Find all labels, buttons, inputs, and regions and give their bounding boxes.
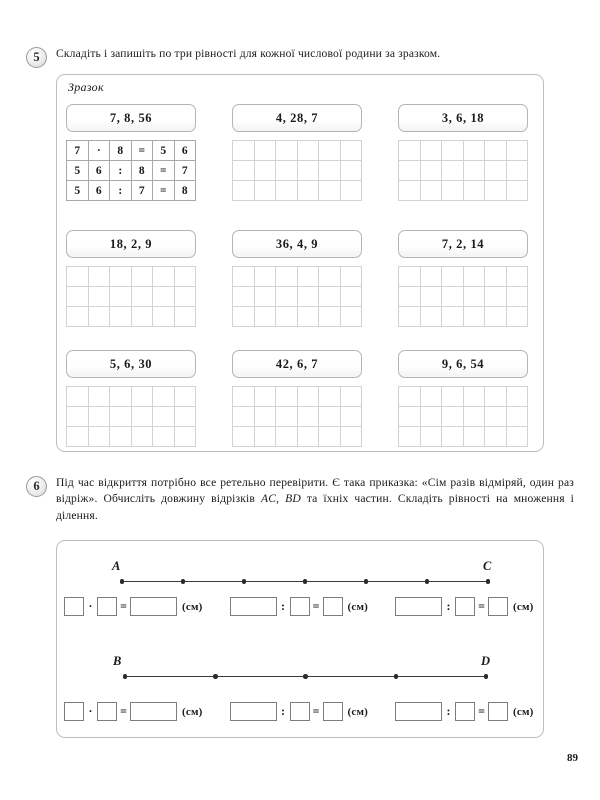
grid-cell[interactable] [233,267,255,287]
number-family-grid[interactable] [66,386,196,447]
table-row[interactable] [399,181,528,201]
grid-cell[interactable]: 5 [67,181,89,201]
grid-cell[interactable] [399,161,421,181]
grid-cell[interactable] [340,141,362,161]
grid-cell[interactable] [174,387,196,407]
grid-cell[interactable] [506,427,528,447]
grid-cell[interactable] [420,307,442,327]
task-5-number-badge: 5 [26,47,47,68]
grid-cell[interactable] [297,387,319,407]
grid-cell[interactable] [463,427,485,447]
table-row[interactable] [399,141,528,161]
grid-cell[interactable] [442,407,464,427]
grid-cell[interactable] [399,287,421,307]
number-family-block [398,350,528,447]
grid-cell[interactable] [420,161,442,181]
grid-cell[interactable] [254,287,276,307]
table-row[interactable] [67,267,196,287]
task-5-header [26,46,574,68]
answer-box[interactable] [130,597,177,616]
grid-cell[interactable] [485,307,507,327]
grid-cell[interactable] [319,287,341,307]
number-family-label: 9, 6, 54 [398,350,528,378]
number-family-grid[interactable] [232,386,362,447]
grid-cell[interactable] [174,267,196,287]
grid-cell[interactable] [67,387,89,407]
grid-cell[interactable] [297,427,319,447]
equation-group-multiply [64,597,203,616]
grid-cell[interactable] [340,427,362,447]
grid-cell[interactable] [254,427,276,447]
table-row[interactable] [67,427,196,447]
answer-box[interactable] [488,597,508,616]
answer-box[interactable] [323,702,343,721]
page-number: 89 [567,752,578,764]
table-row[interactable] [67,307,196,327]
grid-cell[interactable]: 5 [153,141,175,161]
grid-cell[interactable] [485,181,507,201]
number-family-block [66,350,196,447]
number-family-label: 18, 2, 9 [66,230,196,258]
grid-cell[interactable] [233,287,255,307]
grid-cell[interactable]: 6 [88,161,110,181]
grid-cell[interactable] [399,267,421,287]
grid-cell[interactable] [254,161,276,181]
table-row[interactable] [233,387,362,407]
grid-cell[interactable] [174,307,196,327]
grid-cell[interactable] [340,387,362,407]
grid-cell[interactable] [399,427,421,447]
number-family-label: 7, 2, 14 [398,230,528,258]
answer-box[interactable] [64,597,84,616]
grid-cell[interactable] [442,267,464,287]
grid-cell[interactable] [340,267,362,287]
grid-cell[interactable] [276,427,298,447]
grid-cell[interactable] [297,407,319,427]
grid-cell[interactable] [254,267,276,287]
grid-cell[interactable] [276,307,298,327]
grid-cell[interactable] [420,407,442,427]
answer-box[interactable] [323,597,343,616]
grid-cell[interactable] [399,407,421,427]
grid-cell[interactable] [420,181,442,201]
segment-ac-end-label: C [483,559,492,573]
grid-cell[interactable] [399,387,421,407]
table-row[interactable] [233,427,362,447]
grid-cell[interactable]: 8 [110,141,132,161]
grid-cell[interactable] [442,287,464,307]
answer-box[interactable] [455,597,475,616]
task-6-instruction [56,475,574,524]
grid-cell[interactable] [174,287,196,307]
grid-cell[interactable] [88,287,110,307]
grid-cell[interactable] [463,307,485,327]
grid-cell[interactable] [233,407,255,427]
grid-cell[interactable] [67,427,89,447]
grid-cell[interactable] [399,307,421,327]
grid-cell[interactable] [297,181,319,201]
grid-cell[interactable] [399,141,421,161]
divide-operator: : [446,599,451,613]
grid-cell[interactable] [110,267,132,287]
grid-cell[interactable] [319,141,341,161]
grid-cell[interactable]: : [110,181,132,201]
equals-operator: = [312,704,320,718]
table-row[interactable] [399,427,528,447]
segment-bd-point [303,674,308,679]
grid-cell[interactable] [276,407,298,427]
grid-cell[interactable] [254,141,276,161]
grid-cell[interactable] [233,387,255,407]
grid-cell[interactable] [506,287,528,307]
grid-cell[interactable] [67,287,89,307]
equals-operator: = [120,599,127,613]
number-family-block [66,230,196,327]
grid-cell[interactable] [506,141,528,161]
grid-cell[interactable] [340,161,362,181]
multiply-operator: · [88,704,93,718]
grid-cell[interactable] [110,427,132,447]
grid-cell[interactable] [463,161,485,181]
equation-group-multiply [64,702,203,721]
unit-label: (см) [513,705,534,718]
grid-cell[interactable] [485,287,507,307]
grid-cell[interactable] [276,267,298,287]
grid-cell[interactable] [131,307,153,327]
grid-cell[interactable] [153,387,175,407]
number-family-grid[interactable] [398,266,528,327]
table-row[interactable] [399,287,528,307]
grid-cell[interactable] [319,407,341,427]
table-row[interactable] [67,287,196,307]
grid-cell[interactable] [153,407,175,427]
segment-bd-point [394,674,399,679]
number-family-label: 42, 6, 7 [232,350,362,378]
grid-cell[interactable] [420,427,442,447]
equation-group-divide [395,702,534,721]
grid-cell[interactable] [420,387,442,407]
table-row[interactable] [233,287,362,307]
grid-cell[interactable]: 7 [174,161,196,181]
number-family-label: 3, 6, 18 [398,104,528,132]
grid-cell[interactable] [319,307,341,327]
grid-cell[interactable] [254,307,276,327]
grid-cell[interactable] [319,427,341,447]
segment-ac-equations-row [64,597,534,616]
unit-label: (см) [182,600,203,613]
number-family-grid[interactable] [232,266,362,327]
grid-cell[interactable] [110,407,132,427]
number-family-label: 4, 28, 7 [232,104,362,132]
grid-cell[interactable] [276,387,298,407]
grid-cell[interactable] [442,161,464,181]
segment-bd-start-label: B [113,654,122,668]
grid-cell[interactable] [442,307,464,327]
grid-cell[interactable]: 5 [67,161,89,181]
grid-cell[interactable] [506,267,528,287]
segment-bd-equations-row [64,702,534,721]
number-family-grid[interactable] [232,140,362,201]
table-row[interactable] [233,307,362,327]
grid-cell[interactable]: = [131,141,153,161]
grid-cell[interactable] [506,307,528,327]
equals-operator: = [478,704,485,718]
grid-cell[interactable]: = [153,161,175,181]
grid-cell[interactable] [233,141,255,161]
grid-cell[interactable]: 6 [88,181,110,201]
equals-operator: = [120,704,127,718]
grid-cell[interactable] [153,307,175,327]
number-family-block [232,230,362,327]
grid-cell[interactable] [131,267,153,287]
task-6-header [26,475,574,524]
grid-cell[interactable] [297,141,319,161]
divide-operator: : [281,599,286,613]
table-row[interactable] [399,407,528,427]
grid-cell[interactable] [319,267,341,287]
answer-box[interactable] [488,702,508,721]
grid-cell[interactable] [67,407,89,427]
table-row[interactable] [233,267,362,287]
grid-cell[interactable] [442,141,464,161]
grid-cell[interactable] [297,267,319,287]
unit-label: (см) [182,705,203,718]
grid-cell[interactable] [442,387,464,407]
number-family-block [398,104,528,201]
number-family-grid[interactable] [398,140,528,201]
grid-cell[interactable] [88,407,110,427]
answer-box[interactable] [230,597,277,616]
grid-cell[interactable] [485,141,507,161]
grid-cell[interactable] [110,287,132,307]
table-row[interactable] [67,181,196,201]
grid-cell[interactable] [153,287,175,307]
grid-cell[interactable] [233,161,255,181]
grid-cell[interactable] [485,387,507,407]
grid-cell[interactable] [297,307,319,327]
unit-label: (см) [347,600,369,613]
grid-cell[interactable]: 8 [174,181,196,201]
unit-label: (см) [513,600,534,613]
grid-cell[interactable] [88,427,110,447]
grid-cell[interactable] [276,161,298,181]
grid-cell[interactable]: 8 [131,161,153,181]
answer-box[interactable] [455,702,475,721]
multiply-operator: · [88,599,93,613]
table-row[interactable] [67,141,196,161]
table-row[interactable] [67,387,196,407]
grid-cell[interactable] [174,407,196,427]
grid-cell[interactable] [153,267,175,287]
answer-box[interactable] [97,597,117,616]
grid-cell[interactable]: 7 [67,141,89,161]
grid-cell[interactable] [463,407,485,427]
grid-cell[interactable] [233,307,255,327]
number-family-label: 5, 6, 30 [66,350,196,378]
grid-cell[interactable] [131,427,153,447]
table-row[interactable] [233,181,362,201]
grid-cell[interactable] [463,181,485,201]
grid-cell[interactable] [442,181,464,201]
grid-cell[interactable] [297,287,319,307]
grid-cell[interactable] [485,267,507,287]
grid-cell[interactable] [276,181,298,201]
table-row[interactable] [399,267,528,287]
grid-cell[interactable] [506,387,528,407]
grid-cell[interactable] [131,287,153,307]
number-family-block [232,104,362,201]
grid-cell[interactable]: = [153,181,175,201]
equals-operator: = [312,599,320,613]
grid-cell[interactable] [340,407,362,427]
grid-cell[interactable] [319,181,341,201]
grid-cell[interactable] [254,181,276,201]
grid-cell[interactable] [463,141,485,161]
grid-cell[interactable] [485,161,507,181]
divide-operator: : [281,704,286,718]
answer-box[interactable] [230,702,277,721]
number-family-block [232,350,362,447]
equals-operator: = [478,599,485,613]
grid-cell[interactable]: 6 [174,141,196,161]
grid-cell[interactable] [88,307,110,327]
answer-box[interactable] [290,597,310,616]
segment-ref-bd: BD [285,492,301,506]
grid-cell[interactable] [506,181,528,201]
number-family-label: 36, 4, 9 [232,230,362,258]
answer-box[interactable] [97,702,117,721]
task-5-instruction: Складіть і запишіть по три рівності для кожної числової родини за зразком. [56,47,441,60]
grid-cell[interactable]: · [88,141,110,161]
grid-cell[interactable] [110,387,132,407]
grid-cell[interactable] [340,307,362,327]
grid-cell[interactable] [88,267,110,287]
grid-cell[interactable] [254,407,276,427]
grid-cell[interactable]: : [110,161,132,181]
grid-cell[interactable]: 7 [131,181,153,201]
grid-cell[interactable] [420,287,442,307]
grid-cell[interactable] [420,267,442,287]
task-6-instruction-mid: , [276,492,286,506]
grid-cell[interactable] [463,267,485,287]
grid-cell[interactable] [463,287,485,307]
grid-cell[interactable] [319,161,341,181]
unit-label: (см) [347,705,369,718]
grid-cell[interactable] [442,427,464,447]
grid-cell[interactable] [88,387,110,407]
grid-cell[interactable] [420,141,442,161]
grid-cell[interactable] [340,287,362,307]
table-row[interactable] [233,161,362,181]
grid-cell[interactable] [131,407,153,427]
grid-cell[interactable] [485,427,507,447]
grid-cell[interactable] [174,427,196,447]
table-row[interactable] [399,161,528,181]
grid-cell[interactable] [463,387,485,407]
grid-cell[interactable] [485,407,507,427]
grid-cell[interactable] [233,181,255,201]
sample-label: Зразок [68,80,104,94]
divide-operator: : [446,704,451,718]
grid-cell[interactable] [67,307,89,327]
grid-cell[interactable] [67,267,89,287]
grid-cell[interactable] [276,287,298,307]
table-row[interactable] [233,407,362,427]
grid-cell[interactable] [399,181,421,201]
table-row[interactable] [399,307,528,327]
segment-ac-start-label: A [112,559,121,573]
equation-group-divide [230,702,369,721]
grid-cell[interactable] [319,387,341,407]
task-6-instruction-part1: Під час відкриття потрібно все ретельно перевірити. Є така приказка: «Сім разів відміряй, один раз відріж». Обчисліть довжину відрізків [56,476,574,506]
task-6-instruction-part2: та їхніх частин. Складіть рівності на множення і ділення. [56,492,574,522]
number-family-label: 7, 8, 56 [66,104,196,132]
equation-group-divide [395,597,534,616]
answer-box[interactable] [395,702,442,721]
answer-box[interactable] [64,702,84,721]
answer-box[interactable] [395,597,442,616]
table-row[interactable] [233,141,362,161]
grid-cell[interactable] [340,181,362,201]
grid-cell[interactable] [276,141,298,161]
table-row[interactable] [67,161,196,181]
grid-cell[interactable] [506,161,528,181]
number-family-block [66,104,196,201]
grid-cell[interactable] [506,407,528,427]
equation-group-divide [230,597,369,616]
grid-cell[interactable] [131,387,153,407]
grid-cell[interactable] [110,307,132,327]
grid-cell[interactable] [233,427,255,447]
number-family-grid[interactable] [66,266,196,327]
table-row[interactable] [399,387,528,407]
number-family-grid[interactable] [66,140,196,201]
grid-cell[interactable] [153,427,175,447]
answer-box[interactable] [290,702,310,721]
grid-cell[interactable] [297,161,319,181]
number-family-grid[interactable] [398,386,528,447]
task-6-number-badge: 6 [26,476,47,497]
segment-ref-ac: AC [260,492,277,506]
segment-bd-end-label: D [481,654,491,668]
segment-bd-point [213,674,218,679]
table-row[interactable] [67,407,196,427]
number-family-block [398,230,528,327]
answer-box[interactable] [130,702,177,721]
grid-cell[interactable] [254,387,276,407]
